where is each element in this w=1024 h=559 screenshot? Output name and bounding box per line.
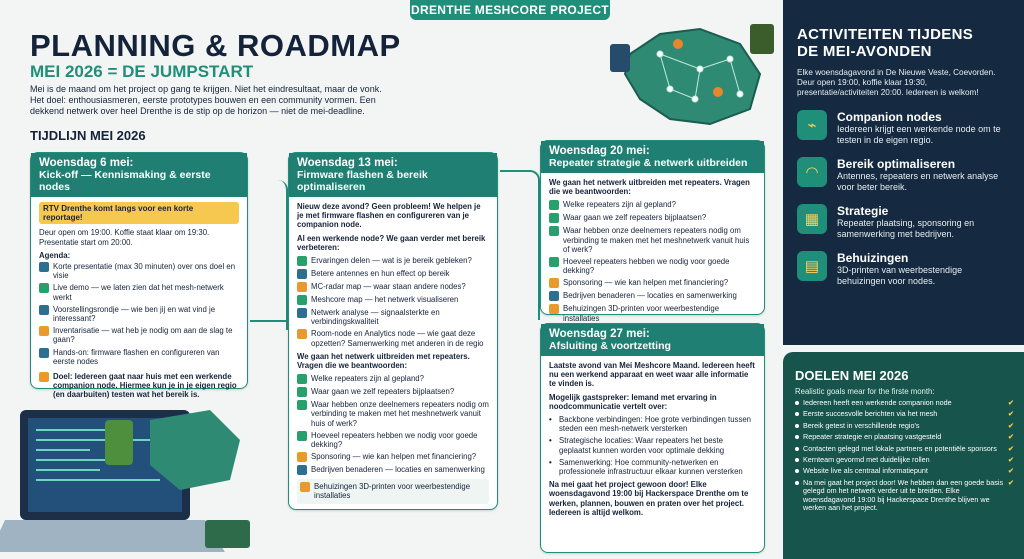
money-icon bbox=[297, 452, 307, 462]
question-item: Welke repeaters zijn al gepland? bbox=[297, 374, 489, 384]
question-item: Sponsoring — wie kan helpen met financiering? bbox=[297, 452, 489, 462]
question-item: Welke repeaters zijn al gepland? bbox=[549, 200, 756, 210]
question-item: Bedrijven benaderen — locaties en samenwerking bbox=[297, 465, 489, 475]
card-body bbox=[289, 197, 497, 512]
footer-item: Behuizingen 3D-printen voor weerbestendige installaties bbox=[297, 479, 489, 503]
clipboard-icon bbox=[39, 326, 49, 336]
door-info: Deur open om 19:00. Koffie staat klaar om 19:30. bbox=[39, 228, 210, 238]
intro-paragraph: Nieuw deze avond? Geen probleem! We helpen je je met firmware flashen en configureren van je companion node. bbox=[297, 202, 481, 230]
section-paragraph: Al een werkende node? We gaan verder met bereik verbeteren: bbox=[297, 233, 486, 252]
agenda-item: Live demo — we laten zien dat het mesh-netwerk werkt bbox=[39, 283, 239, 301]
chat-icon bbox=[297, 256, 307, 266]
question-icon bbox=[297, 387, 307, 397]
intro-line: Het doel: enthousiasmeren, eerste prototypes bouwen en een community vormen. Een bbox=[30, 95, 376, 105]
question-item: Waar hebben onze deelnemers repeaters nodig om verbinding te maken met het meshnetwerk vanuit huis of werk? bbox=[549, 226, 756, 254]
server-icon bbox=[297, 329, 307, 339]
card-body bbox=[541, 356, 764, 522]
map-icon bbox=[297, 295, 307, 305]
printer-icon: ▤ bbox=[797, 251, 827, 281]
intro-line: dekkend netwerk over heel Drenthe is de stip op de horizon — niet de mei-deadline. bbox=[30, 106, 365, 116]
question-icon bbox=[549, 213, 559, 223]
card-date: Woensdag 6 mei: bbox=[39, 157, 134, 169]
feature-behuizingen: ▤ Behuizingen 3D-printen van weerbestendige behuizingen voor nodes. bbox=[797, 251, 1010, 286]
week-card-13-mei bbox=[288, 152, 498, 510]
list-item: Ervaringen delen — wat is je bereik gebleken? bbox=[297, 256, 489, 266]
card-topic: Kick-off — Kennismaking & eerste nodes bbox=[39, 169, 211, 193]
laptop-hardware-illustration-icon bbox=[0, 380, 270, 559]
question-item: Sponsoring — wie kan helpen met financiering? bbox=[549, 278, 756, 288]
building-icon bbox=[549, 291, 559, 301]
question-item: Hoeveel repeaters hebben we nodig voor goede dekking? bbox=[549, 257, 756, 275]
card-topic: Afsluiting & voortzetting bbox=[549, 340, 671, 352]
agenda-item: Hands-on: firmware flashen en configureren van eerste nodes bbox=[39, 348, 239, 366]
card-topic: Repeater strategie & netwerk uitbreiden bbox=[549, 157, 748, 169]
bullet-item: • Backbone verbindingen: Hoe grote verbindingen tussen steden een mesh-netwerk versterken bbox=[549, 415, 752, 434]
check-icon: ✔ bbox=[1007, 398, 1014, 407]
box-icon bbox=[549, 304, 559, 314]
highlight-note: RTV Drenthe komt langs voor een korte reportage! bbox=[39, 202, 239, 224]
presentation-info: Presentatie start om 20:00. bbox=[39, 237, 133, 247]
project-banner: DRENTHE MESHCORE PROJECT bbox=[410, 0, 610, 20]
goal-item: Eerste succesvolle berichten via het mesh ✔ bbox=[795, 410, 1014, 418]
check-icon: ✔ bbox=[1007, 466, 1014, 476]
tools-icon bbox=[39, 348, 49, 358]
goal-item: Contacten gelegd met lokale partners en potentiële sponsors ✔ bbox=[795, 445, 1014, 453]
timeline-title: TIJDLIJN MEI 2026 bbox=[30, 128, 146, 143]
question-icon bbox=[549, 200, 559, 210]
question-item: Bedrijven benaderen — locaties en samenwerking bbox=[549, 291, 756, 301]
goal-item: Bereik getest in verschillende regio's ✔ bbox=[795, 422, 1014, 430]
list-item: Meshcore map — het netwerk visualiseren bbox=[297, 295, 489, 305]
card-body bbox=[541, 173, 764, 331]
goal-item: Website live als centraal informatiepunt ✔ bbox=[795, 467, 1014, 475]
goal-item: Na mei gaat het project door! We hebben dan een goede basis gelegd om het netwerk verder uit te breiden. Elke woensdagavond 19:00 bij Hackerspace Drenthe blijven we werken aan het project. ✔ bbox=[795, 479, 1014, 513]
wifi-icon: ◠ bbox=[797, 157, 827, 187]
page-subtitle: MEI 2026 = DE JUMPSTART bbox=[30, 62, 254, 81]
question-icon bbox=[297, 400, 307, 410]
goal-item: Repeater strategie en plaatsing vastgesteld ✔ bbox=[795, 433, 1014, 441]
goal-item: Kernteam gevormd met duidelijke rollen ✔ bbox=[795, 456, 1014, 464]
agenda-item: Voorstellingsrondje — wie ben jij en wat vind je interessant? bbox=[39, 305, 239, 323]
activities-panel bbox=[783, 0, 1024, 345]
check-icon: ✔ bbox=[1007, 455, 1014, 465]
list-item: Room-node en Analytics node — wie gaat deze opzetten? Samenwerking met anderen in de regio bbox=[297, 329, 489, 347]
antenna-icon bbox=[297, 269, 307, 279]
timeline-connector bbox=[248, 180, 288, 330]
box-icon bbox=[300, 482, 310, 492]
presentation-icon bbox=[39, 262, 49, 272]
week-card-27-mei bbox=[540, 323, 765, 553]
question-item: Waar hebben onze deelnemers repeaters nodig om verbinding te maken met het meshnetwerk vanuit huis of werk? bbox=[297, 400, 489, 428]
question-icon bbox=[549, 226, 559, 236]
goal-note: Doel: Iedereen gaat naar huis met een werkende companion node. Hiermee kun je in je eigen regio (en daarbuiten) testen wat het bereik is. bbox=[39, 372, 239, 400]
goals-panel bbox=[783, 352, 1024, 559]
bullet-item: • Samenwerking: Hoe community-netwerken en professionele infrastructuur elkaar kunnen versterken bbox=[549, 457, 743, 477]
card-date: Woensdag 20 mei: bbox=[549, 145, 650, 157]
activities-intro: Elke woensdagavond in De Nieuwe Veste, Coevorden. Deur open 19:00, koffie klaar 19:30, presentatie/activiteiten 20:00. Iedereen is welkom! bbox=[797, 68, 996, 97]
card-date: Woensdag 13 mei: bbox=[297, 157, 398, 169]
feature-bereik: ◠ Bereik optimaliseren Antennes, repeaters en netwerk analyse voor beter bereik. bbox=[797, 157, 1010, 192]
agenda-item: Inventarisatie — wat heb je nodig om aan de slag te gaan? bbox=[39, 326, 239, 344]
check-icon: ✔ bbox=[1007, 409, 1014, 419]
bullet-item: • Strategische locaties: Waar repeaters het beste geplaatst kunnen worden voor optimale dekking bbox=[549, 436, 725, 455]
goals-title: DOELEN MEI 2026 bbox=[795, 368, 909, 383]
list-item: Betere antennes en hun effect op bereik bbox=[297, 269, 489, 279]
intro-paragraph: We gaan het netwerk uitbreiden met repeaters. Vragen die we beantwoorden: bbox=[549, 178, 750, 197]
card-body bbox=[31, 197, 247, 408]
money-icon bbox=[549, 278, 559, 288]
agenda-item: Korte presentatie (max 30 minuten) over ons doel en visie bbox=[39, 262, 239, 280]
antenna-icon: ⌁ bbox=[797, 110, 827, 140]
people-icon bbox=[39, 305, 49, 315]
question-icon bbox=[297, 431, 307, 441]
card-header bbox=[541, 324, 764, 356]
agenda-label: Agenda: bbox=[39, 250, 71, 260]
check-icon: ✔ bbox=[1007, 443, 1014, 453]
question-item: Behuizingen 3D-printen voor weerbestendige installaties bbox=[549, 304, 756, 322]
question-item: Waar gaan we zelf repeaters bijplaatsen? bbox=[549, 213, 756, 223]
card-header bbox=[289, 153, 497, 197]
timeline-connector bbox=[250, 320, 288, 322]
check-icon: ✔ bbox=[1007, 477, 1014, 487]
check-icon: ✔ bbox=[1007, 432, 1014, 442]
intro-line: Mei is de maand om het project op gang te krijgen. Niet het eindresultaat, maar de vonk. bbox=[30, 84, 382, 94]
list-item: MC-radar map — waar staan andere nodes? bbox=[297, 282, 489, 292]
card-topic: Firmware flashen & bereik optimaliseren bbox=[297, 169, 428, 193]
goal-item: Iedereen heeft een werkende companion node ✔ bbox=[795, 399, 1014, 407]
map-icon: ▦ bbox=[797, 204, 827, 234]
analysis-icon bbox=[297, 308, 307, 318]
intro-paragraph: Laatste avond van Mei Meshcore Maand. Iedereen heeft nu een werkend apparaat en weet waar alle informatie te vinden is. bbox=[549, 361, 755, 389]
closing-paragraph: Na mei gaat het project gewoon door! Elke woensdagavond 19:00 bij Hackerspace Drenthe om te werken, plannen, bouwen en praten over het project. Iedereen is altijd welkom. bbox=[549, 480, 749, 517]
question-icon bbox=[549, 257, 559, 267]
feature-strategie: ▦ Strategie Repeater plaatsing, sponsoring en samenwerking met bedrijven. bbox=[797, 204, 1010, 239]
intro-text bbox=[30, 84, 430, 117]
section-paragraph: We gaan het netwerk uitbreiden met repeaters. Vragen die we beantwoorden: bbox=[297, 351, 470, 371]
card-header bbox=[541, 141, 764, 173]
card-header bbox=[31, 153, 247, 197]
activities-title: ACTIVITEITEN TIJDENS DE MEI-AVONDEN bbox=[797, 26, 974, 60]
week-card-20-mei bbox=[540, 140, 765, 323]
section-paragraph: Mogelijk gastspreker: Iemand met ervaring in noodcommunicatie vertelt over: bbox=[549, 392, 717, 411]
demo-icon bbox=[39, 283, 49, 293]
question-icon bbox=[297, 374, 307, 384]
timeline-connector bbox=[500, 170, 540, 320]
list-item: Netwerk analyse — signaalsterkte en verbindingskwaliteit bbox=[297, 308, 489, 326]
question-item: Waar gaan we zelf repeaters bijplaatsen? bbox=[297, 387, 489, 397]
feature-companion-nodes: ⌁ Companion nodes Iedereen krijgt een werkende node om te testen in de eigen regio. bbox=[797, 110, 1010, 145]
building-icon bbox=[297, 465, 307, 475]
goals-intro: Realistic goals mear for the firste month: bbox=[795, 387, 935, 396]
question-item: Hoeveel repeaters hebben we nodig voor goede dekking? bbox=[297, 431, 489, 449]
page-title: PLANNING & ROADMAP bbox=[30, 28, 401, 63]
drenthe-map-icon bbox=[600, 14, 780, 134]
check-icon: ✔ bbox=[1007, 420, 1014, 430]
radar-icon bbox=[297, 282, 307, 292]
card-date: Woensdag 27 mei: bbox=[549, 328, 650, 340]
week-card-6-mei bbox=[30, 152, 248, 400]
